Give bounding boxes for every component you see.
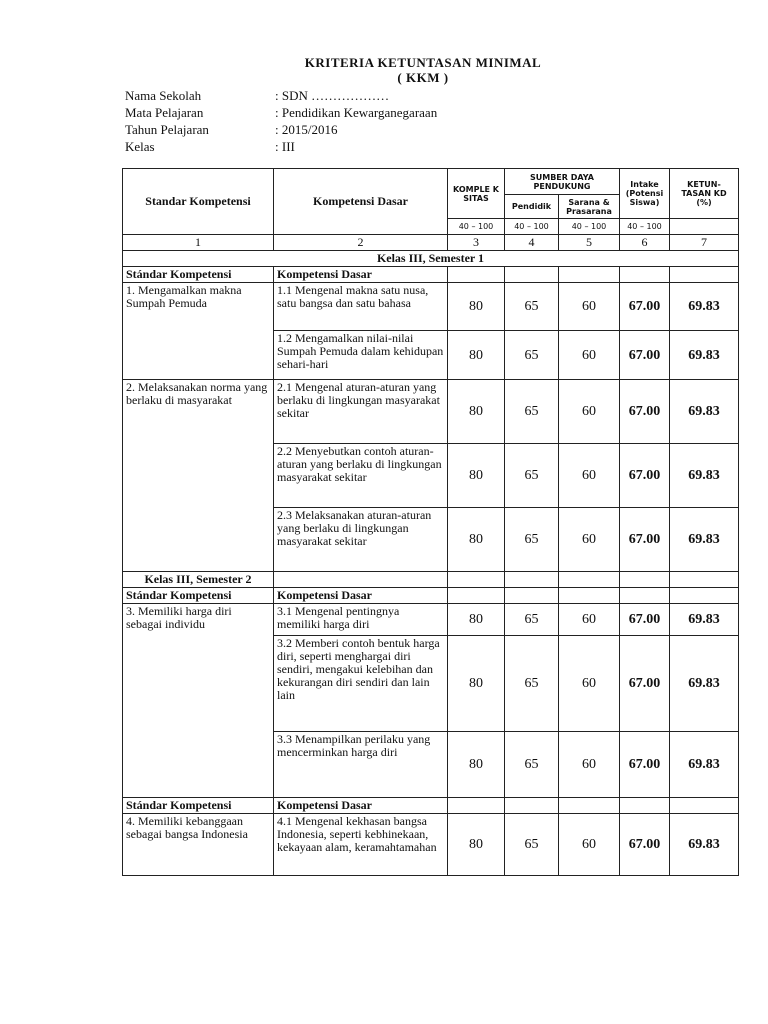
title-line-1: KRITERIA KETUNTASAN MINIMAL	[304, 55, 542, 70]
kd-text-content: 1.2 Mengamalkan nilai-nilai Sumpah Pemuda dalam kehidupan sehari-hari	[277, 332, 444, 371]
kompleksitas-value: 80	[448, 604, 505, 636]
range-ketuntasan	[670, 219, 739, 235]
sk-1: 1. Mengamalkan makna Sumpah Pemuda	[123, 283, 274, 380]
header-intake: Intake (Potensi Siswa)	[620, 169, 670, 219]
kd-text: 3.1 Mengenal pentingnya memiliki harga diri	[274, 604, 448, 636]
intake-value: 67.00	[620, 380, 670, 444]
info-row-school	[125, 87, 437, 104]
kkm-table	[122, 168, 739, 876]
ketuntasan-value: 69.83	[670, 814, 739, 876]
range-sarana: 40 – 100	[559, 219, 620, 235]
info-label: Kelas	[125, 139, 155, 154]
kompleksitas-value: 80	[448, 508, 505, 572]
col-number: 7	[670, 235, 739, 251]
sk-2: 2. Melaksanakan norma yang berlaku di masyarakat	[123, 380, 274, 572]
col-number: 2	[274, 235, 448, 251]
info-value: : Pendidikan Kewarganegaraan	[275, 105, 438, 120]
range-intake: 40 – 100	[620, 219, 670, 235]
info-label: Mata Pelajaran	[125, 105, 204, 120]
table-row	[123, 604, 739, 636]
title-line-2: ( KKM )	[397, 70, 449, 85]
col-number: 1	[123, 235, 274, 251]
col-number: 3	[448, 235, 505, 251]
info-label: Nama Sekolah	[125, 88, 202, 103]
info-row-subject	[125, 104, 437, 121]
sk-subheader: Stándar Kompetensi	[123, 798, 274, 814]
sarana-value: 60	[559, 283, 620, 331]
info-row-class	[125, 138, 437, 155]
sarana-value: 60	[559, 444, 620, 508]
header-sk: Standar Kompetensi	[123, 169, 274, 235]
pendidik-value: 65	[505, 508, 559, 572]
ketuntasan-value: 69.83	[670, 380, 739, 444]
header-kompleksitas: KOMPLE K SITAS	[448, 169, 505, 219]
sk-4: 4. Memiliki kebanggaan sebagai bangsa Indonesia	[123, 814, 274, 876]
range-pendidik: 40 – 100	[505, 219, 559, 235]
kd-subheader: Kompetensi Dasar	[274, 267, 448, 283]
col-number: 6	[620, 235, 670, 251]
kompleksitas-value: 80	[448, 814, 505, 876]
intake-value: 67.00	[620, 732, 670, 798]
kd-text: 1.1 Mengenal makna satu nusa, satu bangsa dan satu bahasa	[274, 283, 448, 331]
intake-value: 67.00	[620, 283, 670, 331]
ketuntasan-value: 69.83	[670, 283, 739, 331]
sk-subheader: Stándar Kompetensi	[123, 267, 274, 283]
kompleksitas-value: 80	[448, 444, 505, 508]
info-value: : SDN ………………	[275, 88, 390, 103]
sarana-value: 60	[559, 331, 620, 380]
kd-text: 3.3 Menampilkan perilaku yang mencerminkan harga diri	[274, 732, 448, 798]
pendidik-value: 65	[505, 444, 559, 508]
school-info	[125, 87, 437, 155]
info-value: : III	[275, 139, 295, 154]
kd-text: 4.1 Mengenal kekhasan bangsa Indonesia, seperti kebhinekaan, kekayaan alam, keramahtamahan	[274, 814, 448, 876]
pendidik-value: 65	[505, 283, 559, 331]
kd-text: 2.3 Melaksanakan aturan-aturan yang berlaku di lingkungan masyarakat sekitar	[274, 508, 448, 572]
kd-text	[274, 331, 448, 380]
col-number: 4	[505, 235, 559, 251]
table-row	[123, 814, 739, 876]
kompleksitas-value: 80	[448, 283, 505, 331]
semester-2-heading: Kelas III, Semester 2	[123, 572, 274, 588]
range-kompleksitas: 40 – 100	[448, 219, 505, 235]
sarana-value: 60	[559, 732, 620, 798]
ketuntasan-value: 69.83	[670, 331, 739, 380]
kd-subheader: Kompetensi Dasar	[274, 588, 448, 604]
kd-text: 3.2 Memberi contoh bentuk harga diri, seperti menghargai diri sendiri, mengakui kelebihan dan kekurangan diri sendiri dan lain lain	[274, 636, 448, 732]
sk-subheader: Stándar Kompetensi	[123, 588, 274, 604]
kd-text: 2.2 Menyebutkan contoh aturan-aturan yang berlaku di lingkungan masyarakat sekitar	[274, 444, 448, 508]
pendidik-value: 65	[505, 604, 559, 636]
kompleksitas-value: 80	[448, 331, 505, 380]
header-kd: Kompetensi Dasar	[274, 169, 448, 235]
intake-value: 67.00	[620, 508, 670, 572]
sk-3: 3. Memiliki harga diri sebagai individu	[123, 604, 274, 798]
document-title	[0, 55, 768, 85]
sarana-value: 60	[559, 604, 620, 636]
col-number: 5	[559, 235, 620, 251]
kompleksitas-value: 80	[448, 380, 505, 444]
info-row-year	[125, 121, 437, 138]
pendidik-value: 65	[505, 331, 559, 380]
kompleksitas-value: 80	[448, 636, 505, 732]
ketuntasan-value: 69.83	[670, 444, 739, 508]
intake-value: 67.00	[620, 814, 670, 876]
info-label: Tahun Pelajaran	[125, 122, 209, 137]
info-value: : 2015/2016	[275, 122, 338, 137]
pendidik-value: 65	[505, 732, 559, 798]
pendidik-value: 65	[505, 814, 559, 876]
ketuntasan-value: 69.83	[670, 636, 739, 732]
intake-value: 67.00	[620, 444, 670, 508]
sarana-value: 60	[559, 508, 620, 572]
sarana-value: 60	[559, 380, 620, 444]
kd-subheader: Kompetensi Dasar	[274, 798, 448, 814]
intake-value: 67.00	[620, 636, 670, 732]
pendidik-value: 65	[505, 636, 559, 732]
pendidik-value: 65	[505, 380, 559, 444]
sarana-value: 60	[559, 636, 620, 732]
table-row	[123, 380, 739, 444]
semester-1-heading: Kelas III, Semester 1	[123, 251, 739, 267]
header-sarana: Sarana & Prasarana	[559, 195, 620, 219]
sarana-value: 60	[559, 814, 620, 876]
kompleksitas-value: 80	[448, 732, 505, 798]
ketuntasan-value: 69.83	[670, 508, 739, 572]
header-ketuntasan: KETUN-TASAN KD (%)	[670, 169, 739, 219]
ketuntasan-value: 69.83	[670, 604, 739, 636]
table-row	[123, 283, 739, 331]
kd-text: 2.1 Mengenal aturan-aturan yang berlaku di lingkungan masyarakat sekitar	[274, 380, 448, 444]
intake-value: 67.00	[620, 604, 670, 636]
header-sumber-daya: SUMBER DAYA PENDUKUNG	[505, 169, 620, 195]
header-pendidik: Pendidik	[505, 195, 559, 219]
ketuntasan-value: 69.83	[670, 732, 739, 798]
intake-value: 67.00	[620, 331, 670, 380]
